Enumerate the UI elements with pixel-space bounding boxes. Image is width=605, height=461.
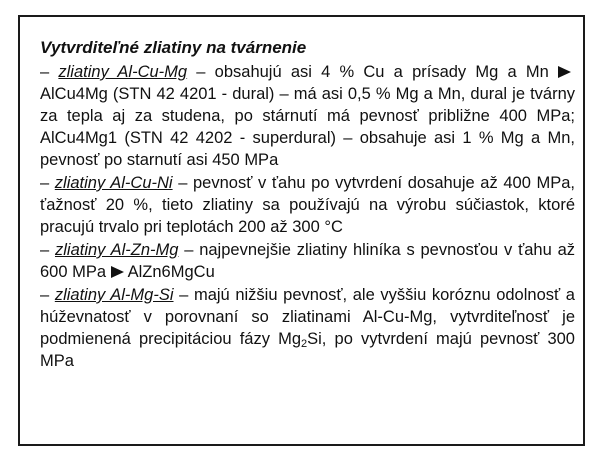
right-triangle-arrow-icon: [558, 66, 571, 78]
section-title: Vytvrditeľné zliatiny na tvárnenie: [40, 38, 307, 57]
paragraph-al-cu-mg: [40, 61, 575, 171]
paragraph-al-mg-si: [40, 284, 575, 372]
text-box-content: [40, 37, 575, 372]
paragraph-text-continued: AlZn6MgCu: [127, 263, 215, 281]
right-triangle-arrow-icon: [111, 266, 124, 278]
alloy-name-al-cu-mg: zliatiny Al-Cu-Mg: [58, 63, 188, 81]
dash: –: [40, 174, 55, 192]
dash: –: [40, 241, 55, 259]
dash: –: [40, 63, 59, 81]
text-box-frame: [18, 15, 585, 446]
alloy-name-al-cu-ni: zliatiny Al-Cu-Ni: [54, 174, 173, 192]
paragraph-al-cu-ni: [40, 172, 575, 238]
paragraph-text: – majú nižšiu pevnosť, ale vyššiu koróznu odolnosť a húževnatosť v porovnaní so zliatinami Al-Cu-Mg, vytvrditeľnosť je podmienená precipitáciou fázy Mg: [40, 286, 575, 348]
subscript-2: 2: [301, 338, 308, 350]
dash: –: [40, 286, 55, 304]
alloy-name-al-mg-si: zliatiny Al-Mg-Si: [54, 286, 174, 304]
paragraph-text: – najpevnejšie zliatiny hliníka s pevnosťou v ťahu až 600 MPa: [40, 241, 576, 281]
paragraph-text: – pevnosť v ťahu po vytvrdení dosahuje až 400 MPa, ťažnosť 20 %, tieto zliatiny sa používajú na výrobu súčiastok, ktoré pracujú trvalo pri teplotách 200 až 300 °C: [40, 174, 575, 236]
paragraph-al-zn-mg: [40, 239, 575, 283]
alloy-name-al-zn-mg: zliatiny Al-Zn-Mg: [54, 241, 179, 259]
paragraph-text-continued: AlCu4Mg (STN 42 4201 - dural) – má asi 0,5 % Mg a Mn, dural je tvárny za tepla aj za studena, po stárnutí má pevnosť približne 400 MPa; AlCu4Mg1 (STN 42 4202 - superdural) – obsahuje asi 1 % Mg a Mn, pevnosť po starnutí asi 450 MPa: [40, 85, 575, 169]
paragraph-text: – obsahujú asi 4 % Cu a prísady Mg a Mn: [187, 63, 558, 81]
paragraph-text-continued: Si, po vytvrdení majú pevnosť 300 MPa: [40, 330, 575, 370]
